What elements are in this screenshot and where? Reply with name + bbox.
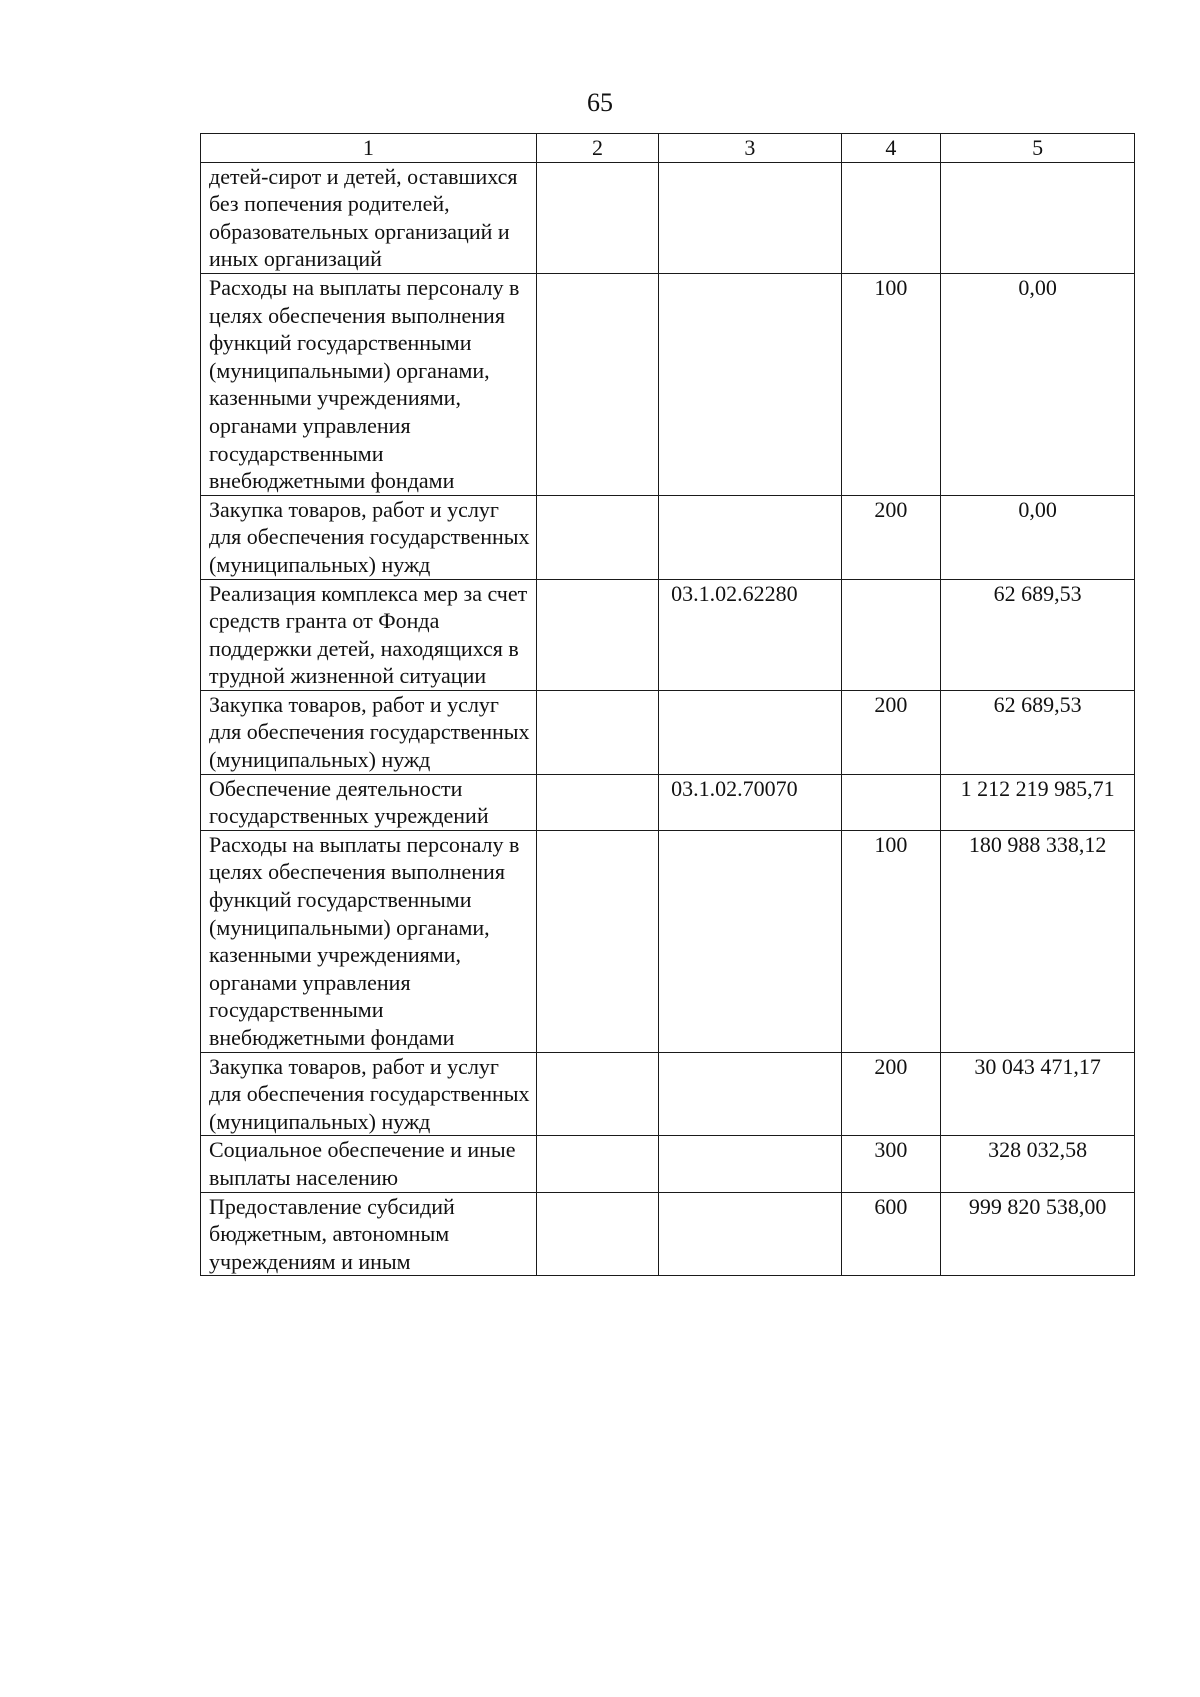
row-type [841, 579, 941, 690]
row-name: Предоставление субсидий бюджетным, автономным учреждениям и иным [201, 1192, 537, 1276]
row-code [659, 495, 841, 579]
row-col2 [536, 1052, 658, 1136]
row-type: 300 [841, 1136, 941, 1192]
row-type [841, 774, 941, 830]
row-col2 [536, 273, 658, 495]
budget-table [200, 133, 1135, 1276]
row-amount: 180 988 338,12 [941, 830, 1135, 1052]
row-name: Закупка товаров, работ и услуг для обеспечения государственных (муниципальных) нужд [201, 495, 537, 579]
row-code [659, 1052, 841, 1136]
row-code [659, 273, 841, 495]
row-amount [941, 162, 1135, 273]
table-row [201, 1136, 1135, 1192]
row-code [659, 1192, 841, 1276]
row-type: 100 [841, 273, 941, 495]
row-name: Расходы на выплаты персоналу в целях обеспечения выполнения функций государственными (муниципальными) органами, казенными учреждениями, органами управления государственными внебюджетными фондами [201, 273, 537, 495]
table-row [201, 162, 1135, 273]
row-amount: 999 820 538,00 [941, 1192, 1135, 1276]
row-type: 600 [841, 1192, 941, 1276]
row-name: Обеспечение деятельности государственных учреждений [201, 774, 537, 830]
row-amount: 0,00 [941, 495, 1135, 579]
row-code [659, 162, 841, 273]
row-col2 [536, 774, 658, 830]
row-col2 [536, 1192, 658, 1276]
row-name: Реализация комплекса мер за счет средств гранта от Фонда поддержки детей, находящихся в трудной жизненной ситуации [201, 579, 537, 690]
row-amount: 62 689,53 [941, 690, 1135, 774]
column-header: 1 [201, 134, 537, 163]
row-type: 100 [841, 830, 941, 1052]
row-name: Закупка товаров, работ и услуг для обеспечения государственных (муниципальных) нужд [201, 1052, 537, 1136]
column-header: 3 [659, 134, 841, 163]
table-header-row [201, 134, 1135, 163]
row-amount: 62 689,53 [941, 579, 1135, 690]
row-name: Закупка товаров, работ и услуг для обеспечения государственных (муниципальных) нужд [201, 690, 537, 774]
table-row [201, 1052, 1135, 1136]
table-row [201, 579, 1135, 690]
row-amount: 30 043 471,17 [941, 1052, 1135, 1136]
table-row [201, 830, 1135, 1052]
row-col2 [536, 830, 658, 1052]
row-type: 200 [841, 495, 941, 579]
row-code: 03.1.02.70070 [659, 774, 841, 830]
page-number: 65 [587, 88, 613, 117]
row-name: детей-сирот и детей, оставшихся без попечения родителей, образовательных организаций и иных организаций [201, 162, 537, 273]
table-row [201, 273, 1135, 495]
row-amount: 0,00 [941, 273, 1135, 495]
row-type: 200 [841, 1052, 941, 1136]
column-header: 5 [941, 134, 1135, 163]
row-col2 [536, 162, 658, 273]
row-code [659, 690, 841, 774]
row-type [841, 162, 941, 273]
row-code [659, 830, 841, 1052]
row-amount: 1 212 219 985,71 [941, 774, 1135, 830]
row-amount: 328 032,58 [941, 1136, 1135, 1192]
row-col2 [536, 1136, 658, 1192]
table-row [201, 495, 1135, 579]
row-col2 [536, 495, 658, 579]
row-name: Социальное обеспечение и иные выплаты населению [201, 1136, 537, 1192]
row-code [659, 1136, 841, 1192]
table-row [201, 690, 1135, 774]
column-header: 2 [536, 134, 658, 163]
row-code: 03.1.02.62280 [659, 579, 841, 690]
row-name: Расходы на выплаты персоналу в целях обеспечения выполнения функций государственными (муниципальными) органами, казенными учреждениями, органами управления государственными внебюджетными фондами [201, 830, 537, 1052]
row-type: 200 [841, 690, 941, 774]
column-header: 4 [841, 134, 941, 163]
table-row [201, 774, 1135, 830]
table-row [201, 1192, 1135, 1276]
row-col2 [536, 579, 658, 690]
row-col2 [536, 690, 658, 774]
